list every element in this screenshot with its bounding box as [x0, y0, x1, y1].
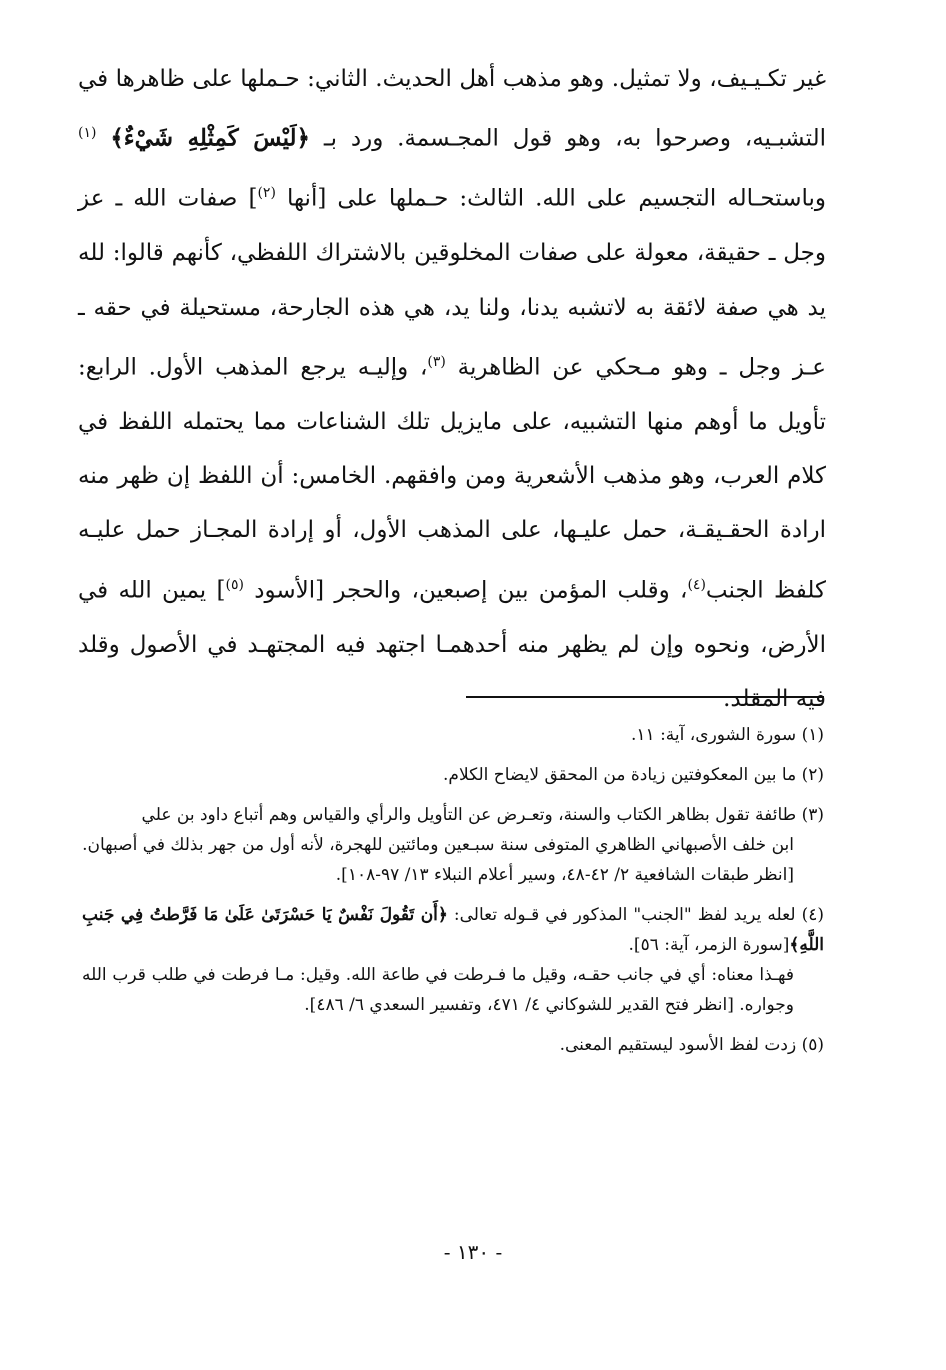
footnote-ref-4: (٤)	[687, 576, 706, 593]
footnote-3-reference: [انظر طبقات الشافعية ٢/ ٤٢-٤٨، وسير أعلام النبلاء ١٣/ ٩٧-١٠٨].	[335, 865, 794, 885]
body-text-6: ] يمين الله في الأرض، ونحوه وإن لم يظهر منه أحدهمـا اجتهد فيه المجتهـد في الأصول وقلد فيه المقلد.	[78, 577, 826, 712]
footnote-1: (١) سورة الشورى، آية: ١١.	[631, 725, 824, 745]
main-paragraph	[78, 52, 826, 726]
footnote-ref-1: (١)	[78, 125, 97, 142]
footnote-4-explanation: فهـذا معناه: أي في جانب حقـه، وقيل ما فـرطت في طاعة الله. وقيل: مـا فرطت في طلب قرب الله وجواره. [انظر فتح القدير للشوكاني ٤/ ٤٧١، وتفسير السعدي ٦/ ٤٨٦].	[82, 965, 794, 1015]
footnote-4-intro: (٤) لعله يريد لفظ "الجنب" المذكور في قـوله تعالى:	[447, 905, 824, 925]
footnote-3-line-1: (٣) طائفة تقول بظاهر الكتاب والسنة، وتعـرض عن التأويل والرأي والقياس وهم أتباع داود بن علي	[141, 805, 824, 825]
footnote-ref-3: (٣)	[427, 353, 446, 370]
footnote-divider	[466, 696, 824, 698]
footnote-5: (٥) زدت لفظ الأسود ليستقيم المعنى.	[559, 1035, 824, 1055]
footnotes-section	[82, 720, 824, 1070]
footnote-ref-2: (٢)	[257, 185, 276, 202]
body-text-4: ، وإليـه يرجع المذهب الأول. الرابع: تأويل ما أوهم منها التشبيه، على مايزيل تلك الشناعات مما يحتمله اللفظ في كلام العرب، وهو مذهب الأشعرية ومن وافقهم. الخامس: أن اللفظ إن ظهر منه ارادة الحقـيقـة، حمل عليـها، على المذهب الأول، أو إرادة المجـاز حمل عليـه كلفظ الجنب	[78, 354, 826, 604]
body-text-1: غير تكـيـيف، ولا تمثيل. وهو مذهب أهل الحديث. الثاني: حـملها على ظاهرها في التشبـيه، وصرحوا به، وهو قول المجـسمة. ورد بـ	[78, 66, 826, 152]
footnote-3	[82, 800, 824, 890]
footnote-4-source: [سورة الزمر، آية: ٥٦].	[628, 935, 790, 955]
footnote-3-continuation: ابن خلف الأصبهاني الظاهري المتوفى سنة سبـعين ومائتين للهجرة، لأنه أول من جهر بذلك في أصبهان.	[82, 835, 794, 855]
footnote-2: (٢) ما بين المعكوفتين زيادة من المحقق لايضاح الكلام.	[443, 765, 824, 785]
footnote-ref-5: (٥)	[225, 576, 244, 593]
footnote-4-quran-verse: ﴿أَن تَقُولَ نَفْسٌ يَا حَسْرَتَىٰ عَلَىٰ مَا فَرَّطتُ فِي جَنبِ اللَّهِ﴾	[82, 905, 824, 955]
body-text-2: وباستحـاله التجسيم على الله. الثالث: حـملها على [أنها	[275, 185, 826, 212]
body-text-5: ، وقلب المؤمن بين إصبعين، والحجر [الأسود	[243, 577, 688, 604]
quran-verse: ﴿لَيْسَ كَمِثْلِهِ شَيْءٌ﴾	[110, 124, 311, 152]
body-text-3: ] صفات الله ـ عز وجل ـ حقيقة، معولة على صفات المخلوقين بالاشتراك اللفظي، كأنهم قالوا: لله يد هي صفة لائقة به لاتشبه يدنا، ولنا يد، هي هذه الجارحة، مستحيلة في حقه ـ عـز وجل ـ وهو مـحكي عن الظاهرية	[78, 185, 826, 381]
footnote-4	[82, 900, 824, 1020]
page-number: - ١٣٠ -	[443, 1240, 503, 1264]
